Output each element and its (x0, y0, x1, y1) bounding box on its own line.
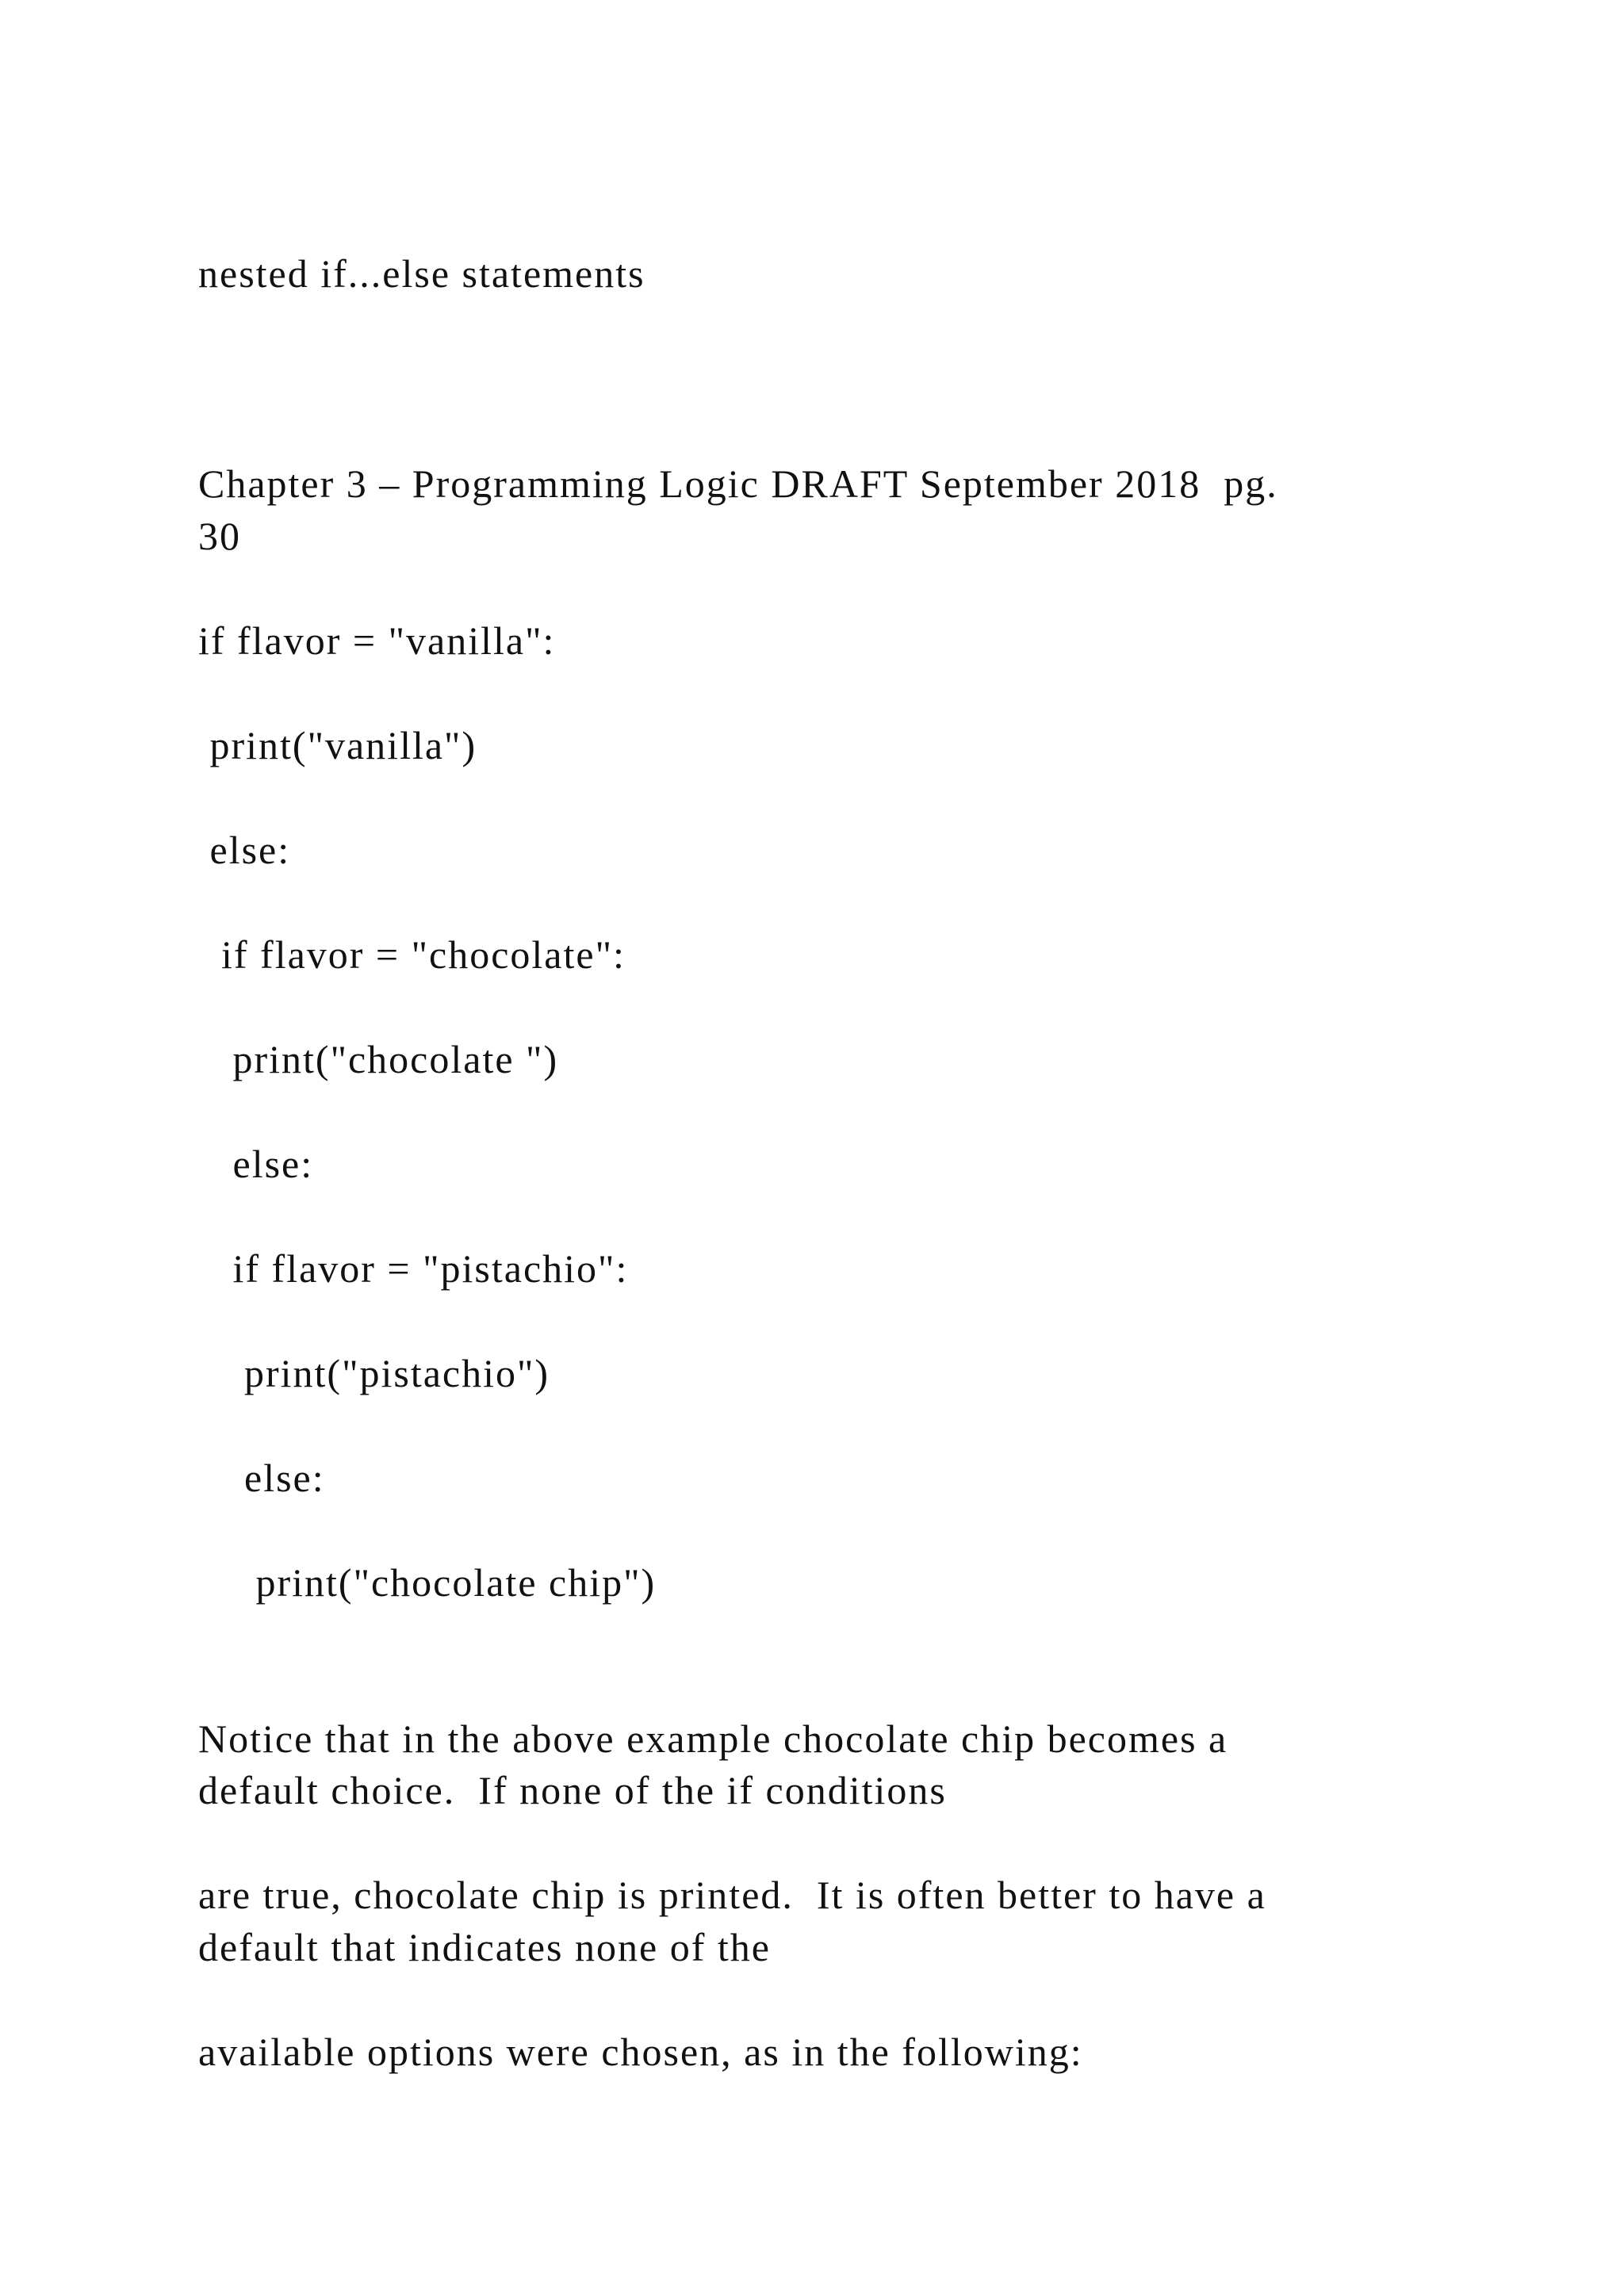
page-header-line-1: Chapter 3 – Programming Logic DRAFT September 2018 pg. (198, 461, 1278, 506)
code-line: if flavor = "vanilla": (198, 618, 556, 663)
code-line: print("chocolate chip") (198, 1560, 657, 1605)
code-line: else: (198, 1142, 314, 1186)
page-header-line-2: 30 (198, 514, 241, 558)
paragraph-line: default choice. If none of the if conditions (198, 1768, 947, 1812)
code-line: print("chocolate ") (198, 1037, 559, 1081)
code-line: else: (198, 828, 291, 872)
code-line: if flavor = "chocolate": (198, 932, 626, 977)
code-line: print("vanilla") (198, 723, 477, 767)
code-line: if flavor = "pistachio": (198, 1246, 629, 1291)
paragraph-line: available options were chosen, as in the following: (198, 2030, 1083, 2074)
paragraph-line: are true, chocolate chip is printed. It is often better to have a (198, 1873, 1266, 1917)
section-title: nested if...else statements (198, 251, 645, 296)
code-line: print("pistachio") (198, 1351, 550, 1395)
paragraph-line: default that indicates none of the (198, 1925, 771, 1969)
code-line: else: (198, 1456, 325, 1500)
paragraph-line: Notice that in the above example chocolate chip becomes a (198, 1716, 1228, 1761)
